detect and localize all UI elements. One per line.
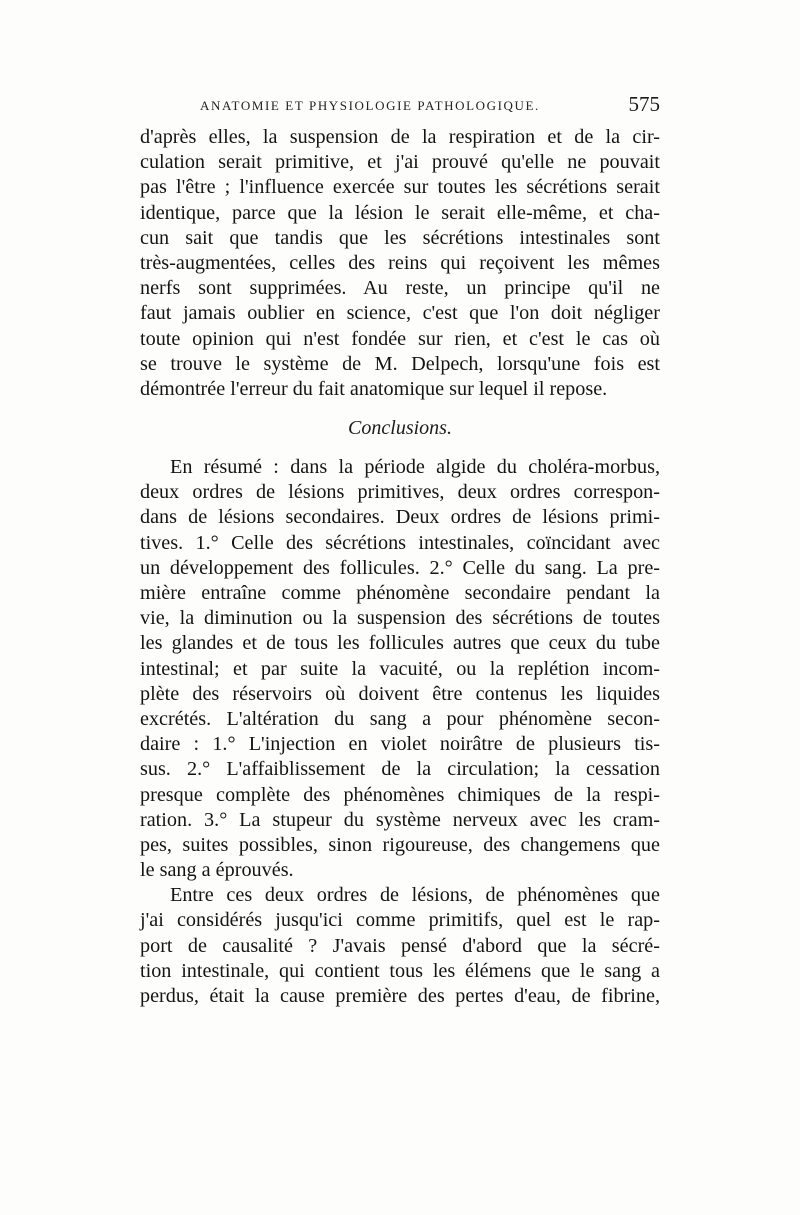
section-heading: Conclusions.: [348, 417, 452, 440]
text-line: perdus, était la cause première des pertes d'eau, de fibrine,: [140, 985, 660, 1007]
text-line: pas l'être ; l'influence exercée sur toutes les sécrétions serait: [140, 176, 660, 199]
text-line: ration. 3.° La stupeur du système nerveux avec les cram-: [140, 808, 660, 831]
text-line: très-augmentées, celles des reins qui reçoivent les mêmes: [140, 251, 660, 274]
running-head: [140, 92, 660, 122]
text-line: un développement des follicules. 2.° Celle du sang. La pre-: [140, 556, 660, 579]
text-line: d'après elles, la suspension de la respiration et de la cir-: [140, 126, 660, 148]
text-line: identique, parce que la lésion le serait elle-même, et cha-: [140, 201, 660, 224]
text-line: sus. 2.° L'affaiblissement de la circulation; la cessation: [140, 758, 660, 781]
page-number: 575: [628, 92, 660, 116]
text-line: mière entraîne comme phénomène secondaire pendant la: [140, 582, 660, 604]
text-line: cun sait que tandis que les sécrétions intestinales sont: [140, 226, 660, 249]
text-line: faut jamais oublier en science, c'est que l'on doit négliger: [140, 302, 660, 325]
paragraph-2: [140, 455, 660, 883]
text-line: deux ordres de lésions primitives, deux ordres correspon-: [140, 481, 660, 504]
body-text: [140, 125, 660, 1009]
text-line: Entre ces deux ordres de lésions, de phénomènes que: [170, 884, 660, 907]
text-line: nerfs sont supprimées. Au reste, un principe qu'il ne: [140, 277, 660, 300]
text-line: toute opinion qui n'est fondée sur rien, et c'est le cas où: [140, 327, 660, 350]
text-line: culation serait primitive, et j'ai prouvé qu'elle ne pouvait: [140, 151, 660, 174]
text-line: intestinal; et par suite la vacuité, ou la replétion incom-: [140, 657, 660, 680]
text-line: En résumé : dans la période algide du choléra-morbus,: [170, 456, 660, 479]
running-title: ANATOMIE ET PHYSIOLOGIE PATHOLOGIQUE.: [200, 98, 540, 113]
text-line: tives. 1.° Celle des sécrétions intestinales, coïncidant avec: [140, 531, 660, 554]
text-line: vie, la diminution ou la suspension des sécrétions de toutes: [140, 607, 660, 630]
text-line: plète des réservoirs où doivent être contenus les liquides: [140, 682, 660, 705]
text-line: pes, suites possibles, sinon rigoureuse, des changemens que: [140, 833, 660, 856]
text-line: se trouve le système de M. Delpech, lorsqu'une fois est: [140, 352, 660, 375]
text-line: le sang a éprouvés.: [140, 859, 294, 882]
text-line: les glandes et de tous les follicules autres que ceux du tube: [140, 632, 660, 655]
text-line: excrétés. L'altération du sang a pour phénomène secon-: [140, 707, 660, 730]
text-line: port de causalité ? J'avais pensé d'abord que la sécré-: [140, 934, 660, 957]
text-line: dans de lésions secondaires. Deux ordres de lésions primi-: [140, 506, 660, 529]
text-line: tion intestinale, qui contient tous les élémens que le sang a: [140, 959, 660, 982]
paragraph-3: [140, 883, 660, 1009]
paragraph-1: [140, 125, 660, 402]
text-line: presque complète des phénomènes chimiques de la respi-: [140, 783, 660, 806]
text-line: j'ai considérés jusqu'ici comme primitifs, quel est le rap-: [140, 909, 660, 932]
text-line: daire : 1.° L'injection en violet noirâtre de plusieurs tis-: [140, 733, 660, 756]
text-line: démontrée l'erreur du fait anatomique sur lequel il repose.: [140, 377, 608, 400]
